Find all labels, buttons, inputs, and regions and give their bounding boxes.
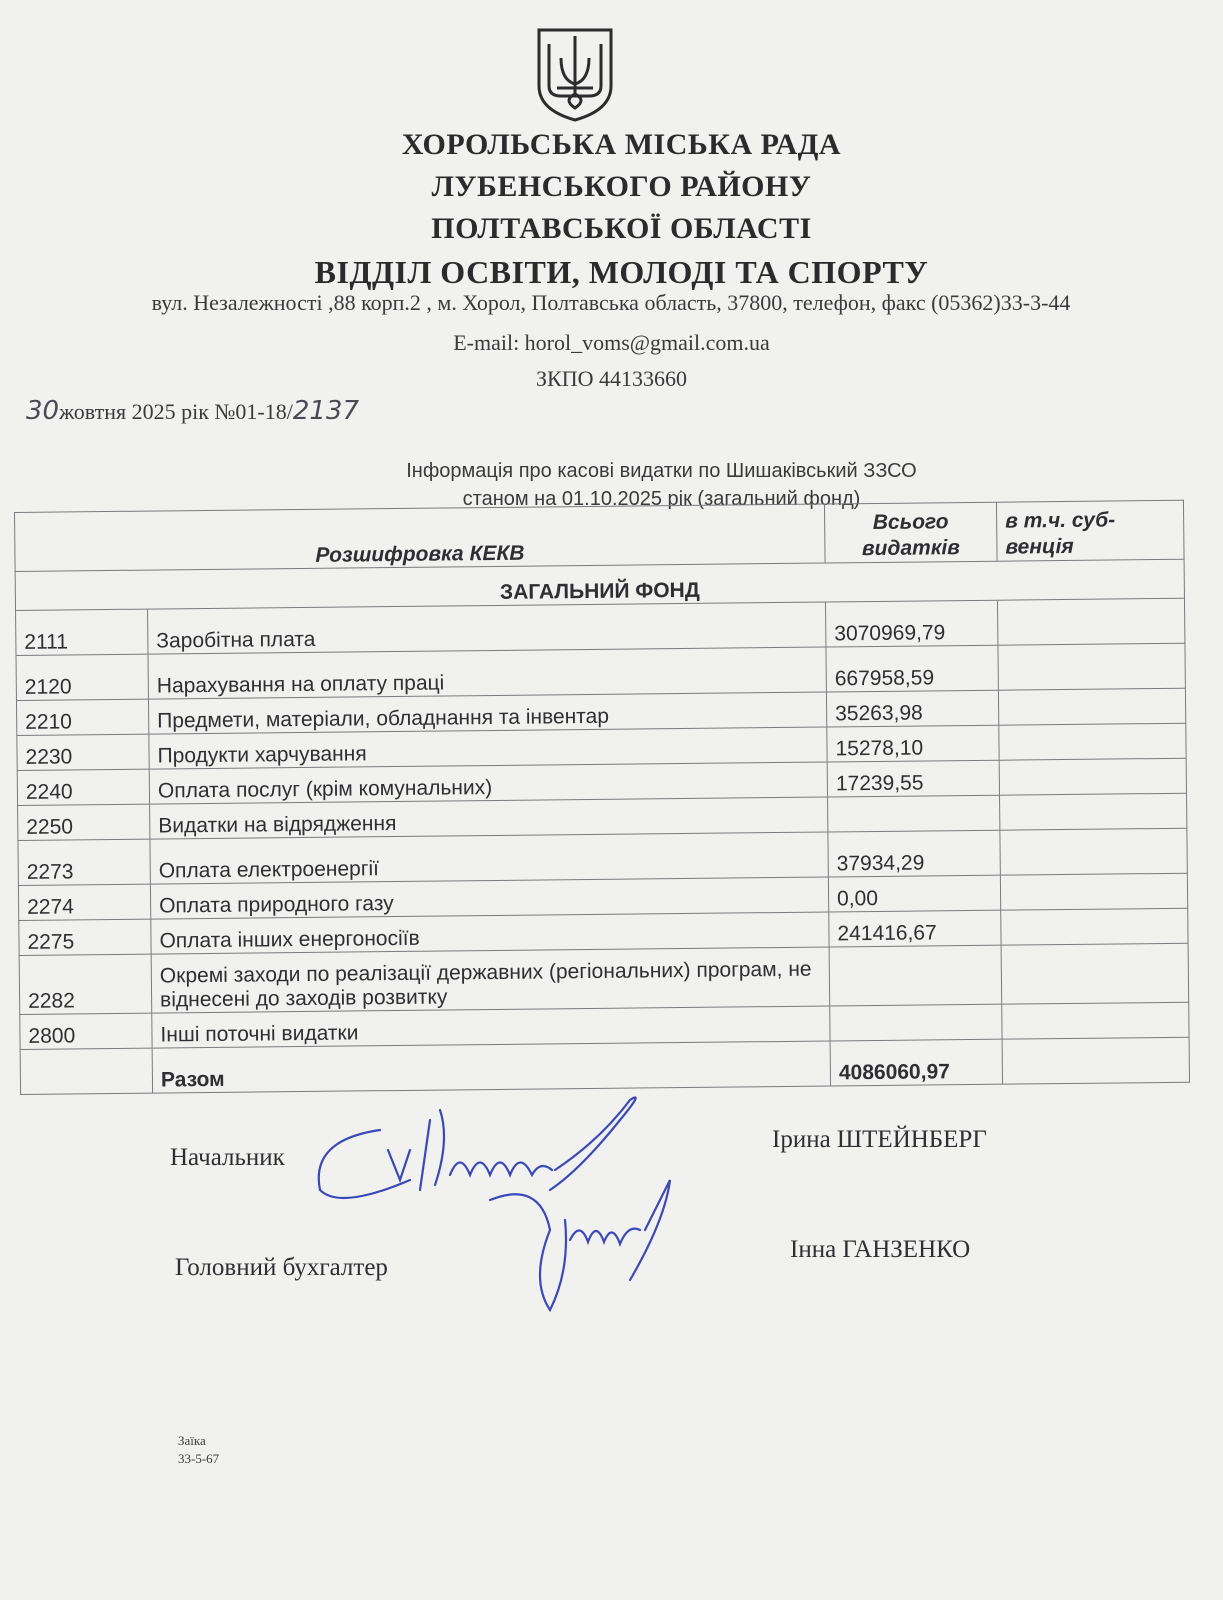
kekv-total: 37934,29 xyxy=(828,830,1000,877)
kekv-name: Видатки на відрядження xyxy=(150,797,828,839)
column-header-subvention: в т.ч. суб-венція xyxy=(996,500,1184,561)
executor-footer xyxy=(178,1432,219,1468)
kekv-name: Оплата природного газу xyxy=(150,877,828,919)
accountant-title: Головний бухгалтер xyxy=(175,1254,388,1281)
total-value: 4086060,97 xyxy=(830,1039,1002,1086)
executor-phone: 33-5-67 xyxy=(178,1451,220,1466)
executor-name: Заїка xyxy=(178,1433,206,1448)
kekv-code: 2210 xyxy=(16,699,148,735)
outgoing-number-line xyxy=(26,396,359,426)
kekv-total: 17239,55 xyxy=(827,760,999,797)
kekv-total xyxy=(830,1004,1002,1041)
kekv-total: 241416,67 xyxy=(829,910,1001,947)
kekv-name: Інші поточні видатки xyxy=(152,1006,830,1048)
kekv-name: Продукти харчування xyxy=(149,727,827,769)
zkpo-line: ЗКПО 44133660 xyxy=(536,366,687,391)
kekv-code: 2275 xyxy=(19,919,151,955)
org-name-line2: ЛУБЕНСЬКОГО РАЙОНУ xyxy=(431,170,812,203)
column-header-total: Всього видатків xyxy=(824,502,997,563)
printed-date-number: жовтня 2025 рік №01-18/ xyxy=(59,399,293,424)
kekv-subvention xyxy=(999,723,1186,760)
trident-emblem-icon xyxy=(533,24,617,124)
column-header-kekv: Розшифровка КЕКВ xyxy=(15,504,826,571)
accountant-signature-icon xyxy=(470,1160,690,1320)
org-name-line1: ХОРОЛЬСЬКА МІСЬКА РАДА xyxy=(401,128,842,161)
kekv-subvention xyxy=(1000,828,1187,875)
address-line: вул. Незалежності ,88 корп.2 , м. Хорол, Полтавська область, 37800, телефон, факс (05362)33-3-44 xyxy=(151,290,1071,315)
kekv-total: 0,00 xyxy=(828,875,1000,912)
kekv-name: Оплата електроенергії xyxy=(150,832,828,884)
kekv-total xyxy=(828,795,1000,832)
accountant-name: Інна ГАНЗЕНКО xyxy=(790,1236,971,1263)
kekv-subvention xyxy=(1000,793,1187,830)
handwritten-day: 30 xyxy=(26,396,60,426)
email-line: E-mail: horol_voms@gmail.com.ua xyxy=(453,330,770,355)
kekv-code: 2274 xyxy=(18,884,150,920)
kekv-code: 2273 xyxy=(18,839,150,885)
kekv-total: 3070969,79 xyxy=(825,600,997,647)
total-label: Разом xyxy=(152,1041,830,1093)
kekv-code: 2282 xyxy=(19,954,152,1014)
kekv-code: 2111 xyxy=(16,609,148,655)
kekv-code: 2120 xyxy=(16,654,148,700)
kekv-subvention xyxy=(1001,908,1188,945)
org-name-line3: ПОЛТАВСЬКОЇ ОБЛАСТІ xyxy=(431,212,812,245)
kekv-code: 2800 xyxy=(20,1013,152,1049)
org-name-line4: ВІДДІЛ ОСВІТИ, МОЛОДІ ТА СПОРТУ xyxy=(314,254,929,290)
kekv-name: Заробітна плата xyxy=(148,602,826,654)
report-title-line1: Інформація про касові видатки по Шишаківський ЗЗСО xyxy=(406,460,917,482)
kekv-subvention xyxy=(1001,943,1189,1004)
kekv-code: 2240 xyxy=(17,769,149,805)
kekv-subvention xyxy=(998,688,1185,725)
head-name: Ірина ШТЕЙНБЕРГ xyxy=(772,1126,987,1153)
kekv-subvention xyxy=(1000,873,1187,910)
kekv-total xyxy=(829,945,1002,1006)
kekv-name: Оплата інших енергоносіїв xyxy=(151,912,829,954)
kekv-name: Нарахування на оплату праці xyxy=(148,647,826,699)
kekv-code: 2250 xyxy=(18,804,150,840)
kekv-total: 15278,10 xyxy=(827,725,999,762)
head-title: Начальник xyxy=(170,1144,285,1171)
kekv-name: Предмети, матеріали, обладнання та інвентар xyxy=(148,692,826,734)
kekv-total: 35263,98 xyxy=(826,690,998,727)
kekv-name: Оплата послуг (крім комунальних) xyxy=(149,762,827,804)
total-code-cell xyxy=(20,1048,152,1094)
kekv-subvention xyxy=(999,758,1186,795)
kekv-subvention xyxy=(998,643,1185,690)
report-title-line2: станом на 01.10.2025 рік (загальний фонд) xyxy=(462,488,861,510)
section-title: ЗАГАЛЬНИЙ ФОНД xyxy=(15,559,1184,610)
kekv-subvention xyxy=(997,598,1184,645)
kekv-total: 667958,59 xyxy=(826,645,998,692)
kekv-code: 2230 xyxy=(17,734,149,770)
kekv-name: Окремі заходи по реалізації державних (регіональних) програм, не віднесені до заходів розвитку xyxy=(151,947,830,1013)
handwritten-number: 2137 xyxy=(292,396,359,426)
total-subvention xyxy=(1002,1037,1189,1084)
expenses-table xyxy=(14,500,1190,1095)
kekv-subvention xyxy=(1002,1002,1189,1039)
